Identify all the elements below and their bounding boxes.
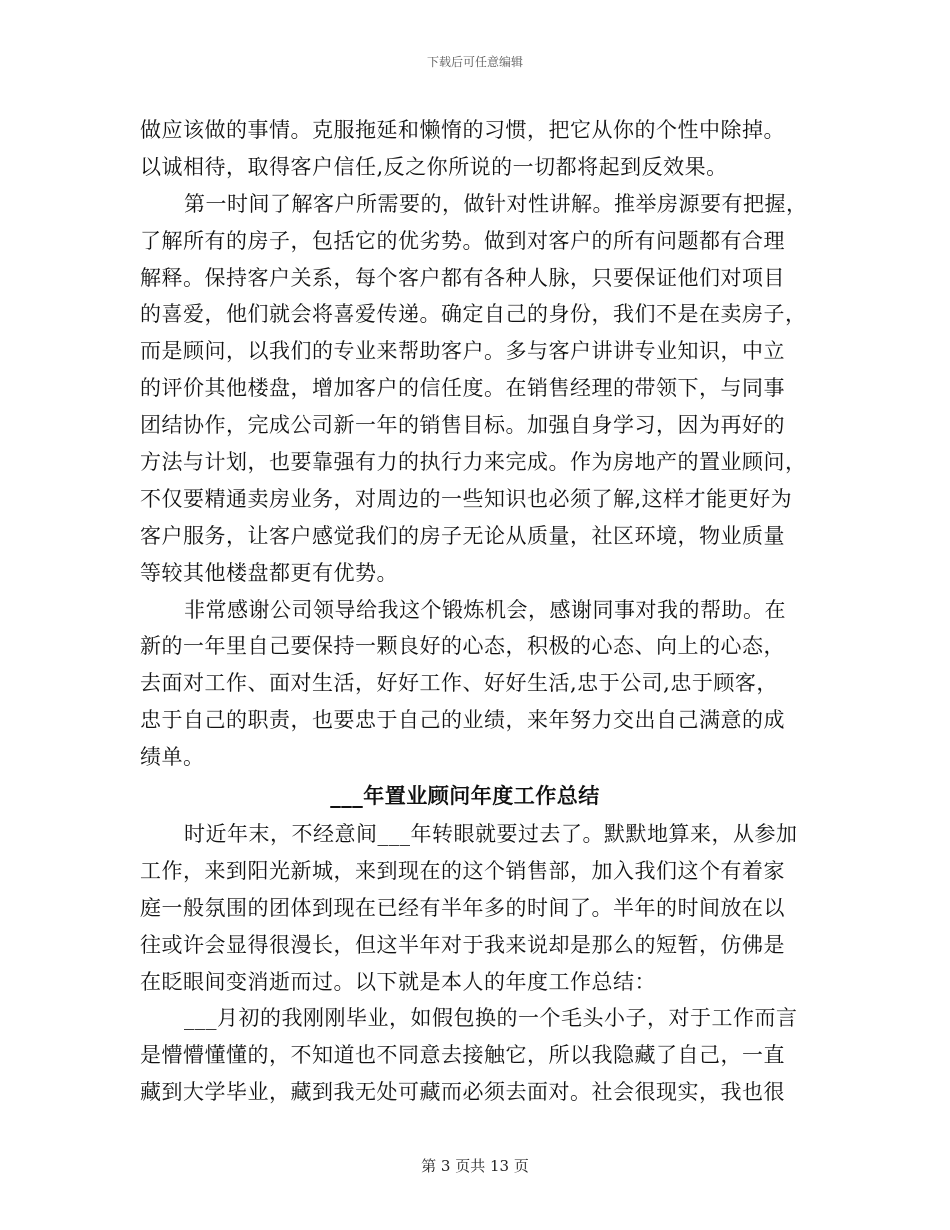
section-2-text (140, 816, 820, 1111)
page-header: 下载后可任意编辑 (426, 55, 523, 69)
text-line: 的喜爱，他们就会将喜爱传递。确定自己的身份，我们不是在卖房子， (140, 302, 807, 327)
section-1-text (140, 112, 820, 776)
text-line: 工作，来到阳光新城，来到现在的这个销售部，加入我们这个有着家 (140, 858, 785, 883)
text-line: 解释。保持客户关系，每个客户都有各种人脉，只要保证他们对项目 (140, 265, 785, 290)
section-title: ___年置业顾问年度工作总结 (330, 784, 600, 809)
document-body (140, 112, 820, 1111)
text-line: 新的一年里自己要保持一颗良好的心态，积极的心态、向上的心态， (140, 634, 785, 659)
text-line: 时近年末，不经意间___年转眼就要过去了。默默地算来，从参加 (184, 822, 798, 847)
text-line: 去面对工作、面对生活，好好工作、好好生活,忠于公司,忠于顾客， (140, 671, 778, 696)
page-footer: 第 3 页共 13 页 (421, 1157, 529, 1175)
text-line: 绩单。 (140, 745, 205, 770)
text-line: 的评价其他楼盘，增加客户的信任度。在销售经理的带领下，与同事 (140, 376, 785, 401)
text-line: ___月初的我刚刚毕业，如假包换的一个毛头小子，对于工作而言 (184, 1006, 798, 1031)
text-line: 第一时间了解客户所需要的，做针对性讲解。推举房源要有把握， (184, 191, 808, 216)
text-line: 做应该做的事情。克服拖延和懒惰的习惯，把它从你的个性中除掉。 (140, 118, 785, 142)
text-line: 庭一般氛围的团体到现在已经有半年多的时间了。半年的时间放在以 (140, 895, 785, 920)
text-line: 团结协作，完成公司新一年的销售目标。加强自身学习，因为再好的 (140, 413, 785, 438)
text-line: 等较其他楼盘都更有优势。 (140, 560, 398, 585)
text-line: 客户服务，让客户感觉我们的房子无论从质量，社区环境，物业质量 (140, 523, 785, 548)
text-line: 了解所有的房子，包括它的优劣势。做到对客户的所有问题都有合理 (140, 228, 785, 253)
text-line: 以诚相待，取得客户信任,反之你所说的一切都将起到反效果。 (140, 154, 728, 179)
text-line: 方法与计划，也要靠强有力的执行力来完成。作为房地产的置业顾问， (140, 450, 807, 475)
text-line: 不仅要精通卖房业务，对周边的一些知识也必须了解,这样才能更好为 (140, 486, 793, 511)
text-line: 在眨眼间变消逝而过。以下就是本人的年度工作总结： (140, 969, 656, 994)
text-line: 藏到大学毕业，藏到我无处可藏而必须去面对。社会很现实，我也很 (140, 1080, 785, 1105)
text-line: 非常感谢公司领导给我这个锻炼机会，感谢同事对我的帮助。在 (184, 597, 786, 622)
text-line: 而是顾问，以我们的专业来帮助客户。多与客户讲讲专业知识，中立 (140, 339, 785, 364)
text-line: 忠于自己的职责，也要忠于自己的业绩，来年努力交出自己满意的成 (140, 708, 785, 733)
text-line: 是懵懵懂懂的，不知道也不同意去接触它，所以我隐藏了自己，一直 (140, 1043, 785, 1068)
text-line: 往或许会显得很漫长，但这半年对于我来说却是那么的短暂，仿佛是 (140, 932, 785, 957)
